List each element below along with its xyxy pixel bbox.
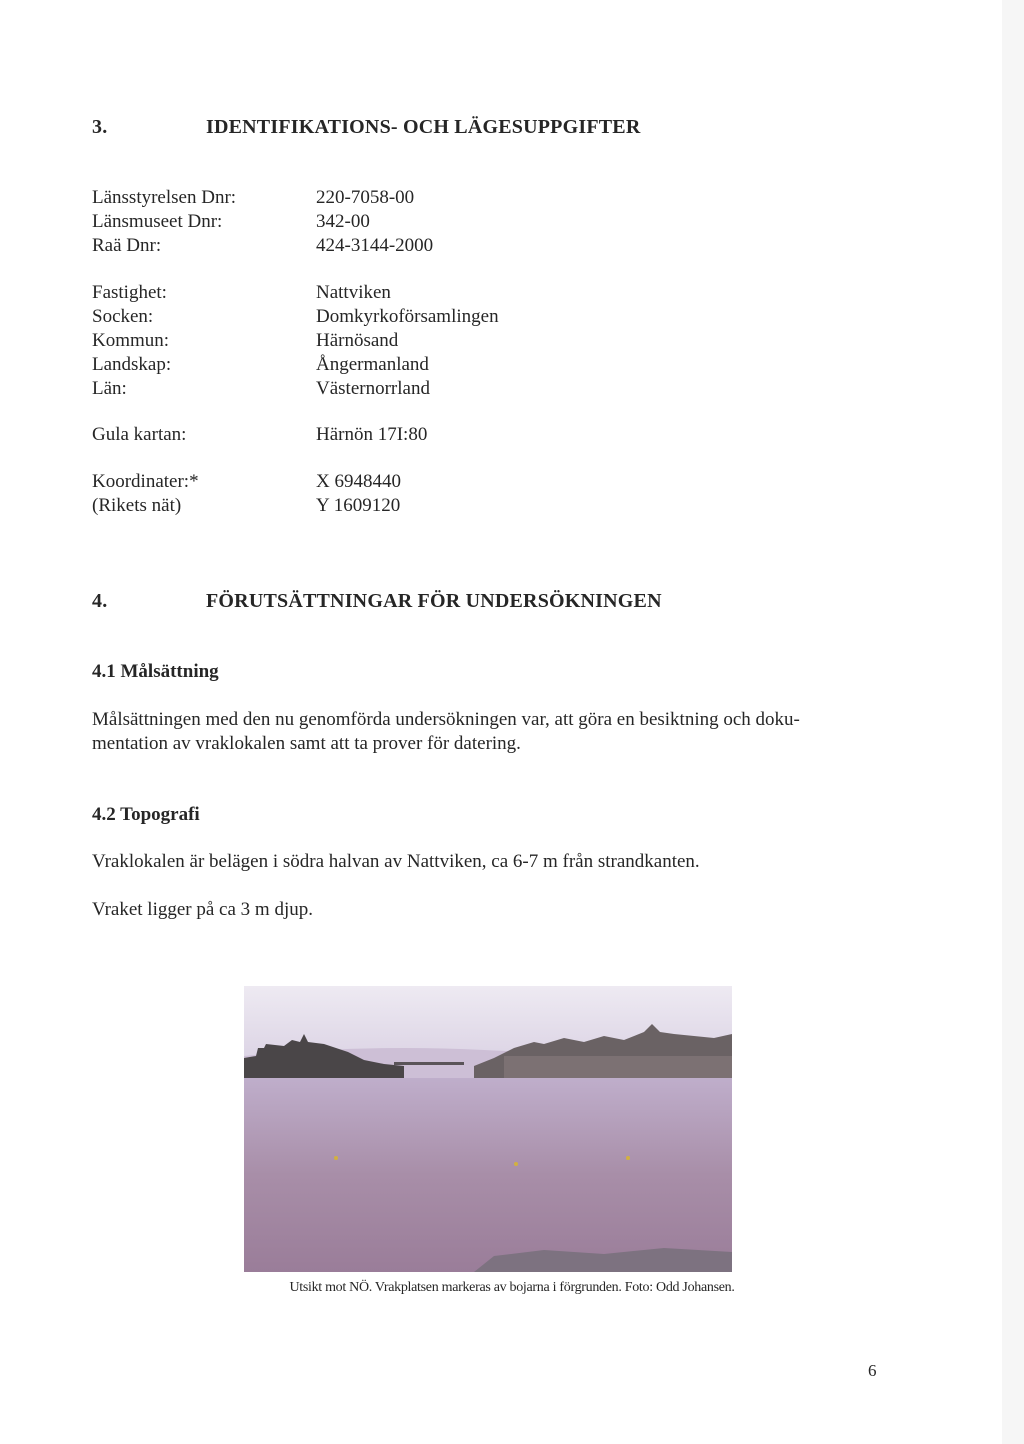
- bridge: [394, 1062, 464, 1065]
- location-label: Fastighet:: [92, 282, 167, 303]
- subsection-4-1-heading: 4.1 Målsättning: [92, 661, 219, 682]
- map-label: Gula kartan:: [92, 424, 187, 445]
- location-value: Nattviken: [316, 282, 391, 303]
- section-3-title: IDENTIFIKATIONS- OCH LÄGESUPPGIFTER: [206, 116, 641, 138]
- subsection-4-1-text: [92, 708, 882, 756]
- subsection-4-2-paragraph-1: Vraklokalen är belägen i södra halvan av Nattviken, ca 6-7 m från strandkanten.: [92, 851, 700, 872]
- photo-caption: Utsikt mot NÖ. Vrakplatsen markeras av bojarna i förgrunden. Foto: Odd Johansen.: [289, 1280, 735, 1295]
- location-value: Ångermanland: [316, 354, 429, 375]
- coordinate-x: X 6948440: [316, 471, 401, 492]
- buoy: [334, 1156, 338, 1160]
- map-value: Härnön 17I:80: [316, 424, 428, 445]
- identifier-label: Länsmuseet Dnr:: [92, 211, 223, 232]
- identifier-label: Raä Dnr:: [92, 235, 162, 256]
- paragraph-line: Målsättningen med den nu genomförda undersökningen var, att göra en besiktning och doku-: [92, 709, 800, 730]
- location-label: Socken:: [92, 306, 154, 327]
- paragraph-line: mentation av vraklokalen samt att ta prover för datering.: [92, 733, 521, 754]
- buoy: [514, 1162, 518, 1166]
- subsection-4-2-paragraph-2: Vraket ligger på ca 3 m djup.: [92, 899, 313, 920]
- section-4-number: 4.: [92, 590, 108, 612]
- subsection-4-2-heading: 4.2 Topografi: [92, 804, 200, 825]
- section-4-title: FÖRUTSÄTTNINGAR FÖR UNDERSÖKNINGEN: [206, 590, 662, 612]
- identifier-value: 342-00: [316, 211, 370, 232]
- location-label: Län:: [92, 378, 127, 399]
- location-value: Härnösand: [316, 330, 399, 351]
- waterfront-buildings: [504, 1056, 732, 1080]
- coordinates-sublabel: (Rikets nät): [92, 495, 182, 516]
- buoy: [626, 1156, 630, 1160]
- identifier-label: Länsstyrelsen Dnr:: [92, 187, 237, 208]
- identifier-value: 220-7058-00: [316, 187, 415, 208]
- page-number: 6: [868, 1361, 877, 1380]
- location-label: Landskap:: [92, 354, 172, 375]
- water: [244, 1078, 732, 1272]
- coordinate-y: Y 1609120: [316, 495, 401, 516]
- location-label: Kommun:: [92, 330, 170, 351]
- site-photo: [244, 986, 732, 1272]
- scan-edge: [1002, 0, 1024, 1444]
- section-3-number: 3.: [92, 116, 108, 138]
- location-value: Västernorrland: [316, 378, 430, 399]
- location-value: Domkyrkoförsamlingen: [316, 306, 499, 327]
- identifier-value: 424-3144-2000: [316, 235, 434, 256]
- coordinates-label: Koordinater:*: [92, 471, 199, 492]
- photo-illustration: [244, 986, 732, 1272]
